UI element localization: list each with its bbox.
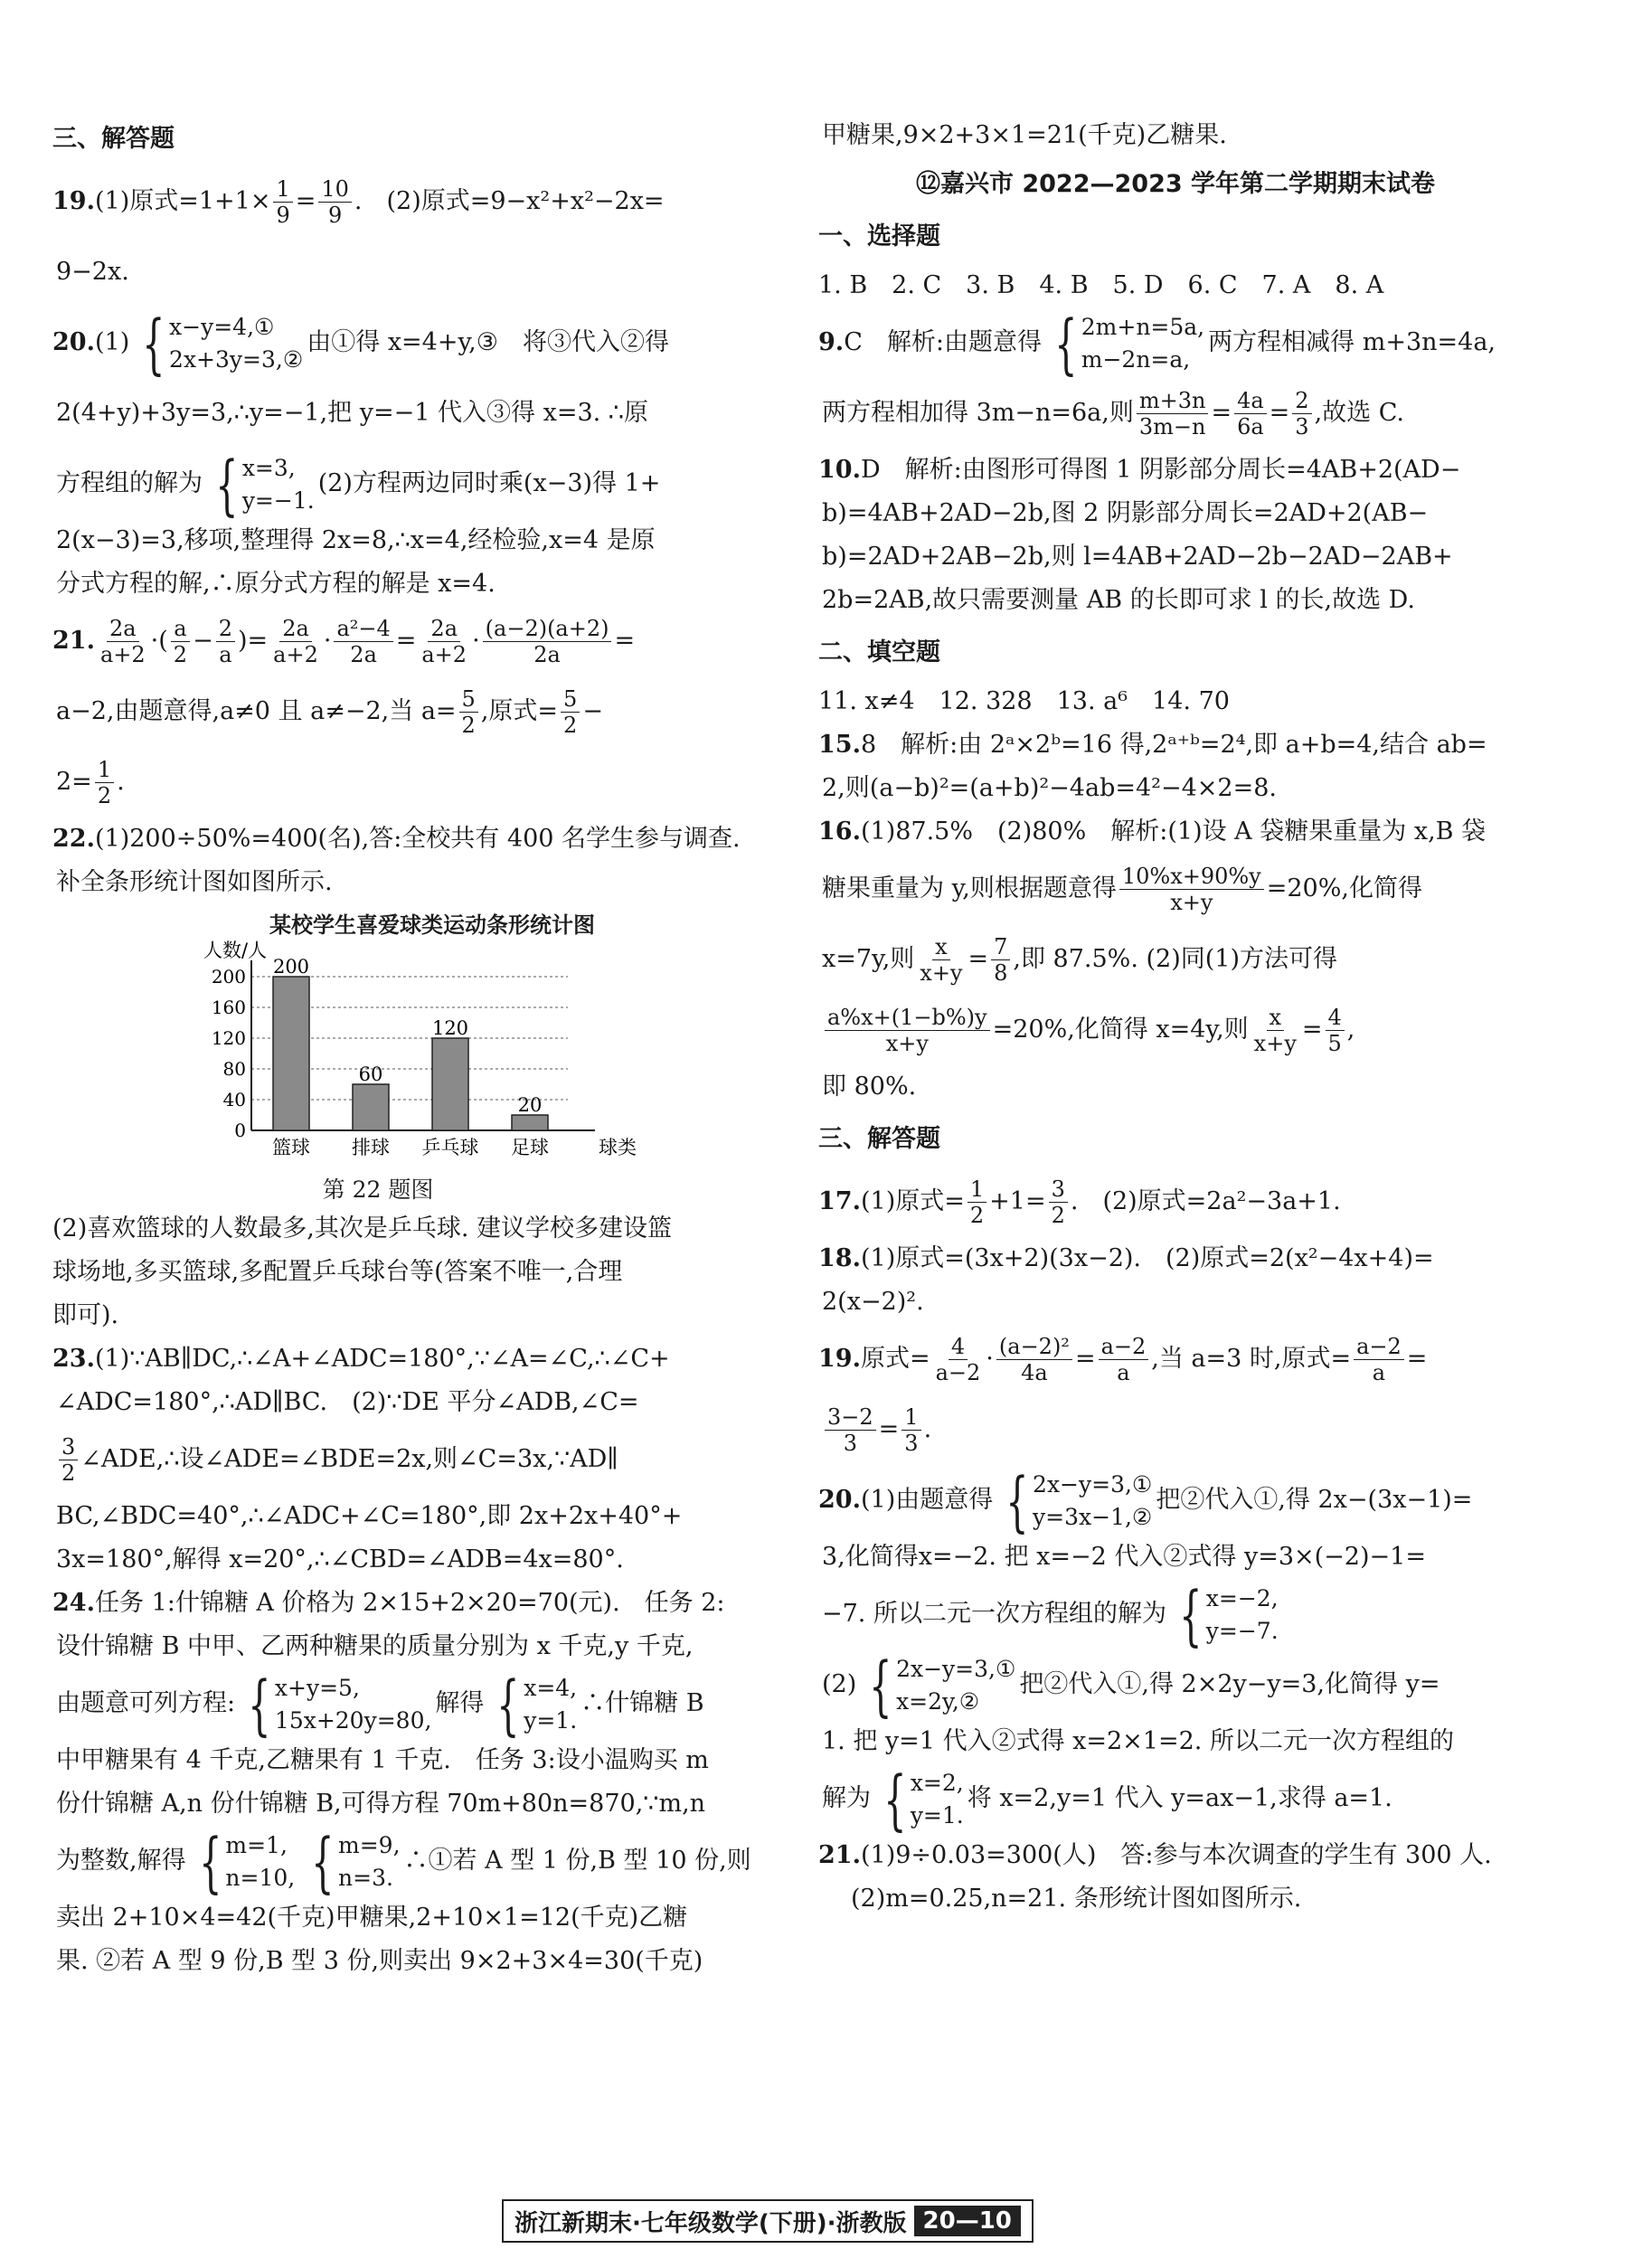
r-q20-line4: (2) { 2x−y=3,① x=2y,② 把②代入①,得 2×2y−y=3,化简得 y= (822, 1647, 1440, 1724)
footer-text: 浙江新期末·七年级数学(下册)·浙教版 (514, 2209, 907, 2237)
q23-line2: ∠ADC=180°,∴AD∥BC. (2)∵DE 平分∠ADB,∠C= (56, 1388, 639, 1416)
q23-line3: $\frac{3}{2}$ ∠ADE,∴设∠ADE=∠BDE=2x,则∠C=3x,∵AD∥ (52, 1424, 767, 1495)
r-q9-line1: 9.C 解析:由题意得 { 2m+n=5a, m−2n=a, 两方程相减得 m+3n=4a, (818, 305, 1496, 382)
mc-answers: 1. B 2. C 3. B 4. B 5. D 6. C 7. A 8. A (818, 271, 1384, 299)
r-q17: 17.(1)原式= $\frac{1}{2}$ +1= $\frac{3}{2}$ . (2)原式=2a²−3a+1. (818, 1177, 1341, 1228)
r-q20-line6: 解为 { x=2, y=1. 将 x=2,y=1 代入 y=ax−1,求得 a=1. (822, 1761, 1392, 1838)
q20-line4: 2(x−3)=3,移项,整理得 2x=8,∴x=4,经检验,x=4 是原 (56, 526, 656, 554)
r-q10-line1: 10.D 解析:由图形可得图 1 阴影部分周长=4AB+2(AD− (818, 456, 1461, 484)
r-top-line: 甲糖果,9×2+3×1=21(千克)乙糖果. (822, 121, 1227, 149)
q23-line4: BC,∠BDC=40°,∴∠ADC+∠C=180°,即 2x+2x+40°+ (56, 1502, 683, 1530)
q19-line2: 9−2x. (56, 258, 129, 286)
q24-line2: 设什锦糖 B 中甲、乙两种糖果的质量分别为 x 千克,y 千克, (56, 1632, 694, 1660)
q20-line5: 分式方程的解,∴原分式方程的解是 x=4. (56, 570, 496, 598)
r-q16-line3: x=7y,则 $\frac{x}{x+y}$ = $\frac{7}{8}$ ,即 87.5%. (2)同(1)方法可得 (822, 934, 1337, 986)
r-q16-line1: 16.(1)87.5% (2)80% 解析:(1)设 A 袋糖果重量为 x,B 袋 (818, 817, 1487, 846)
bar-value-label: 60 (358, 1063, 383, 1085)
bar (353, 1084, 389, 1130)
r-q10-line2: b)=4AB+2AD−2b,图 2 阴影部分周长=2AD+2(AB− (822, 499, 1429, 527)
y-axis-label: 人数/人 (203, 940, 268, 961)
r-q15-line2: 2,则(a−b)²=(a+b)²−4ab=4²−4×2=8. (822, 774, 1277, 802)
bar (432, 1038, 468, 1130)
q24-line8: 果. ②若 A 型 9 份,B 型 3 份,则卖出 9×2+3×4=30(千克) (56, 1947, 703, 1975)
r-q20-line1: 20.(1)由题意得 { 2x−y=3,① y=3x−1,② 把②代入①,得 2x−(3x−1)= (818, 1462, 1473, 1539)
q24-line6: 为整数,解得 { m=1, n=10, { m=9, n=3. ∴①若 A 型 1 份,B 型 10 份,则 (56, 1823, 751, 1900)
section-title-fill: 二、填空题 (818, 638, 940, 666)
r-q19-line1: 19.原式= $\frac{4}{a-2}$ · $\frac{\text{(a−2)²}}{4a}$ = $\frac{a-2}{a}$ ,当 a=3 时,原式= $\frac{a-2}{a}$ = (818, 1334, 1428, 1385)
y-tick-label: 120 (211, 1027, 246, 1049)
r-q16-line2: 糖果重量为 y,则根据题意得 $\frac{10\%x+90\%y}{x+y}$ =20%,化简得 (822, 864, 1422, 915)
q24-line7: 卖出 2+10×4=42(千克)甲糖果,2+10×1=12(千克)乙糖 (56, 1904, 688, 1932)
chart-caption: 第 22 题图 (322, 1177, 434, 1203)
q20-line2: 2(4+y)+3y=3,∴y=−1,把 y=−1 代入③得 x=3. ∴原 (56, 399, 648, 427)
q22-p2-line2: 球场地,多买篮球,多配置乒乓球台等(答案不唯一,合理 (52, 1258, 623, 1286)
q21-line2: a−2,由题意得,a≠0 且 a≠−2,当 a= $\frac{5}{2}$ ,原式= $\frac{5}{2}$ − (56, 686, 603, 738)
r-q10-line3: b)=2AD+2AB−2b,则 l=4AB+2AD−2b−2AD−2AB+ (822, 543, 1453, 571)
r-q18-line2: 2(x−2)². (822, 1288, 924, 1316)
q23-line1: 23.(1)∵AB∥DC,∴∠A+∠ADC=180°,∵∠A=∠C,∴∠C+ (52, 1345, 670, 1373)
q22-p2-line1: (2)喜欢篮球的人数最多,其次是乒乓球. 建议学校多建设篮 (52, 1214, 672, 1243)
x-tick-label: 篮球 (272, 1137, 310, 1158)
r-q20-line5: 1. 把 y=1 代入②式得 x=2×1=2. 所以二元一次方程组的 (822, 1727, 1454, 1755)
bar-value-label: 200 (272, 956, 310, 978)
section-title-solve-right: 三、解答题 (818, 1125, 940, 1153)
y-tick-label: 80 (222, 1058, 246, 1080)
left-column (52, 109, 767, 1983)
y-tick-label: 0 (234, 1120, 246, 1141)
r-q19-line2: $\frac{3-2}{3}$ = $\frac{1}{3}$ . (818, 1394, 1533, 1465)
bar-chart (179, 910, 649, 1207)
r-q20-line3: −7. 所以二元一次方程组的解为 { x=−2, y=−7. (822, 1576, 1279, 1653)
r-q16-line5: 即 80%. (822, 1073, 917, 1101)
q24-line4: 中甲糖果有 4 千克,乙糖果有 1 千克. 任务 3:设小温购买 m (56, 1746, 709, 1774)
q22-p2-line3: 即可). (52, 1301, 119, 1329)
q24-line3: 由题意可列方程: { x+y=5, 15x+20y=80, 解得 { x=4, y=1. ∴什锦糖 B (56, 1666, 704, 1743)
q21-line1: 21. $\frac{2a}{a+2}$ ·( $\frac{a}{2}$ − $\frac{2}{a}$ )= $\frac{2a}{a+2}$ · $\frac{\text{a²−4}}{2a}$ = $\frac{2a}{a+2}$ · $\frac{(a-2)(a+2)}{2a}$ = (52, 616, 636, 667)
bar-value-label: 20 (517, 1094, 543, 1116)
q22-line2: 补全条形统计图如图所示. (56, 868, 333, 896)
section-title-solve: 三、解答题 (52, 125, 175, 153)
right-column (818, 114, 1533, 1921)
q19-line1: 19.(1)原式=1+1× $\frac{1}{9}$ = $\frac{10}{9}$ . (2)原式=9−x²+x²−2x= (52, 176, 665, 228)
q22-line1: 22.(1)200÷50%=400(名),答:全校共有 400 名学生参与调查. (52, 825, 741, 853)
r-q16-line4: $\frac{a\%x+(1-b\%)y}{x+y}$ =20%,化简得 x=4y,则 $\frac{x}{x+y}$ = $\frac{4}{5}$ , (818, 995, 1533, 1065)
q21-line3: 2= $\frac{1}{2}$ . (56, 757, 125, 808)
q20-line1: 20.(1) { x−y=4,① 2x+3y=3,② 由①得 x=4+y,③ 将③代入②得 (52, 305, 669, 382)
fill-answers: 11. x≠4 12. 328 13. a⁶ 14. 70 (818, 687, 1230, 715)
chart-title: 某校学生喜爱球类运动条形统计图 (269, 912, 595, 938)
x-tick-label: 乒乓球 (421, 1137, 479, 1158)
section-title-choice: 一、选择题 (818, 222, 940, 250)
q20-line3: 方程组的解为 { x=3, y=−1. (2)方程两边同时乘(x−3)得 1+ (56, 446, 661, 523)
y-tick-label: 160 (211, 997, 246, 1018)
x-tick-label: 足球 (511, 1137, 549, 1158)
bar (273, 977, 309, 1130)
page-footer (502, 2199, 1034, 2243)
x-axis-label: 球类 (599, 1137, 637, 1158)
y-tick-label: 40 (222, 1089, 246, 1110)
bar-value-label: 120 (431, 1017, 469, 1039)
bar (512, 1115, 548, 1130)
x-tick-label: 排球 (352, 1137, 390, 1158)
paper-title: ⑫嘉兴市 2022—2023 学年第二学期期末试卷 (915, 170, 1436, 198)
q24-line1: 24.任务 1:什锦糖 A 价格为 2×15+2×20=70(元). 任务 2: (52, 1589, 725, 1617)
r-q18-line1: 18.(1)原式=(3x+2)(3x−2). (2)原式=2(x²−4x+4)= (818, 1244, 1434, 1272)
page-number: 20—10 (914, 2206, 1021, 2236)
q23-line5: 3x=180°,解得 x=20°,∴∠CBD=∠ADB=4x=80°. (56, 1545, 624, 1573)
r-q10-line4: 2b=2AB,故只需要测量 AB 的长即可求 l 的长,故选 D. (822, 586, 1415, 614)
r-q21-line1: 21.(1)9÷0.03=300(人) 答:参与本次调查的学生有 300 人. (818, 1841, 1492, 1869)
chart-svg (179, 940, 649, 1167)
y-tick-label: 200 (211, 966, 246, 988)
q24-line5: 份什锦糖 A,n 份什锦糖 B,可得方程 70m+80n=870,∵m,n (56, 1790, 706, 1818)
r-q9-line2: 两方程相加得 3m−n=6a,则 $\frac{m+3n}{3m-n}$ = $\frac{4a}{6a}$ = $\frac{2}{3}$ ,故选 C. (822, 388, 1405, 439)
r-q21-line2: (2)m=0.25,n=21. 条形统计图如图所示. (851, 1885, 1302, 1913)
r-q15-line1: 15.8 解析:由 2ᵃ×2ᵇ=16 得,2ᵃ⁺ᵇ=2⁴,即 a+b=4,结合 ab= (818, 731, 1487, 759)
r-q20-line2: 3,化简得x=−2. 把 x=−2 代入②式得 y=3×(−2)−1= (822, 1543, 1426, 1571)
